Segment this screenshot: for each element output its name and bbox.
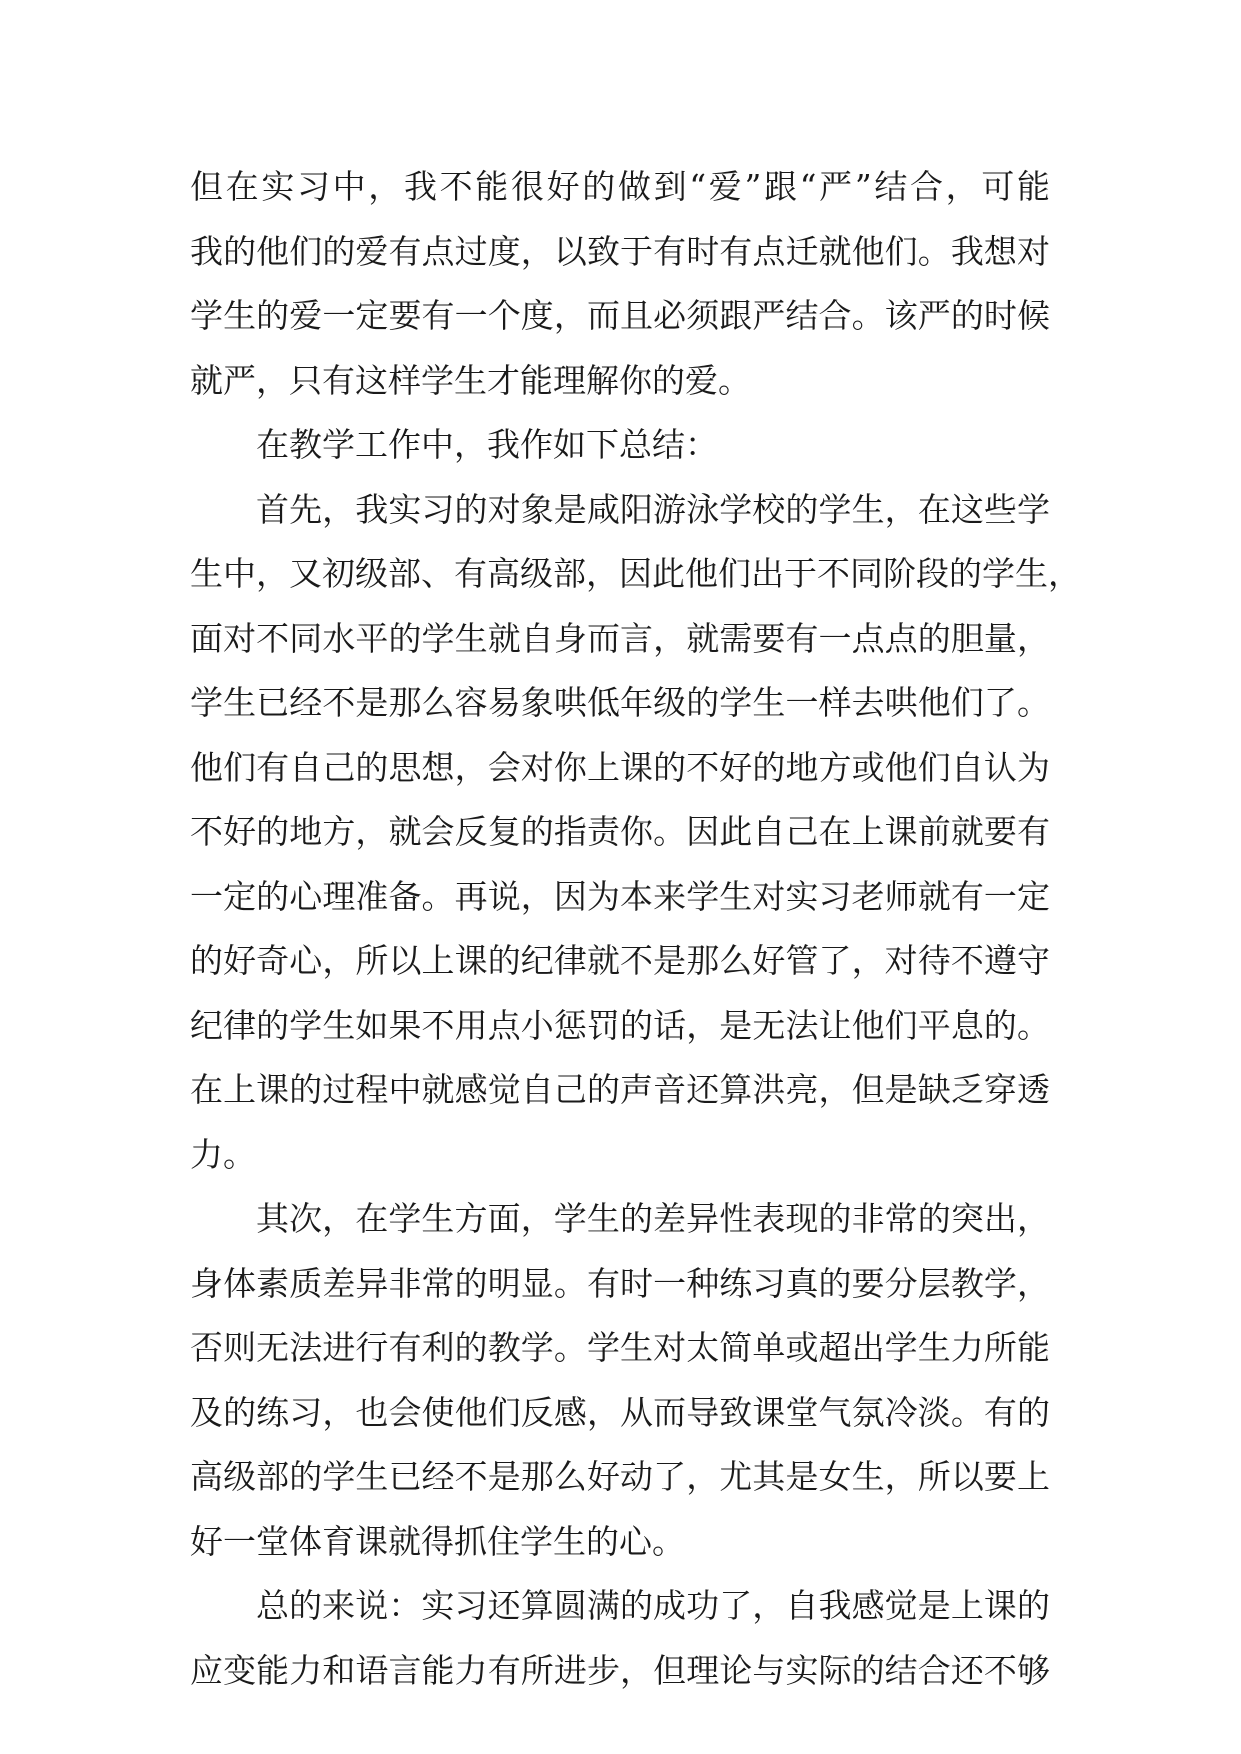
text-line: 在教学工作中，我作如下总结：: [256, 425, 718, 464]
text-line: 但在实习中，我不能很好的做到“爱”跟“严”结合，可能: [190, 167, 1050, 206]
text-line: 及的练习，也会使他们反感，从而导致课堂气氛冷淡。有的: [190, 1392, 1050, 1432]
text-line: 他们有自己的思想，会对你上课的不好的地方或他们自认为: [190, 747, 1050, 787]
text-line: 面对不同水平的学生就自身而言，就需要有一点点的胆量，: [190, 618, 1050, 658]
text-line: 学生已经不是那么容易象哄低年级的学生一样去哄他们了。: [190, 683, 1050, 722]
text-line: 生中，又初级部、有高级部，因此他们出于不同阶段的学生，: [190, 554, 1081, 593]
text-line: 应变能力和语言能力有所进步，但理论与实际的结合还不够: [190, 1650, 1050, 1690]
body-text: [190, 155, 1081, 1703]
text-line: 首先，我实习的对象是咸阳游泳学校的学生，在这些学: [256, 489, 1050, 529]
text-line: 身体素质差异非常的明显。有时一种练习真的要分层教学，: [190, 1263, 1050, 1303]
text-line: 高级部的学生已经不是那么好动了，尤其是女生，所以要上: [190, 1457, 1050, 1496]
text-line: 纪律的学生如果不用点小惩罚的话，是无法让他们平息的。: [190, 1005, 1050, 1045]
text-line: 不好的地方，就会反复的指责你。因此自己在上课前就要有: [190, 812, 1050, 851]
text-line: 学生的爱一定要有一个度，而且必须跟严结合。该严的时候: [190, 296, 1050, 335]
text-line: 一定的心理准备。再说，因为本来学生对实习老师就有一定: [190, 876, 1050, 916]
text-line: 就严，只有这样学生才能理解你的爱。: [190, 360, 751, 400]
text-line: 总的来说：实习还算圆满的成功了，自我感觉是上课的: [256, 1586, 1050, 1625]
text-line: 好一堂体育课就得抓住学生的心。: [190, 1521, 685, 1561]
text-line: 我的他们的爱有点过度，以致于有时有点迁就他们。我想对: [190, 231, 1050, 271]
text-line: 否则无法进行有利的教学。学生对太简单或超出学生力所能: [190, 1328, 1050, 1367]
text-line: 其次，在学生方面，学生的差异性表现的非常的突出，: [256, 1199, 1050, 1238]
text-line: 在上课的过程中就感觉自己的声音还算洪亮，但是缺乏穿透: [190, 1070, 1050, 1109]
text-line: 力。: [190, 1134, 256, 1174]
text-line: 的好奇心，所以上课的纪律就不是那么好管了，对待不遵守: [190, 941, 1050, 980]
